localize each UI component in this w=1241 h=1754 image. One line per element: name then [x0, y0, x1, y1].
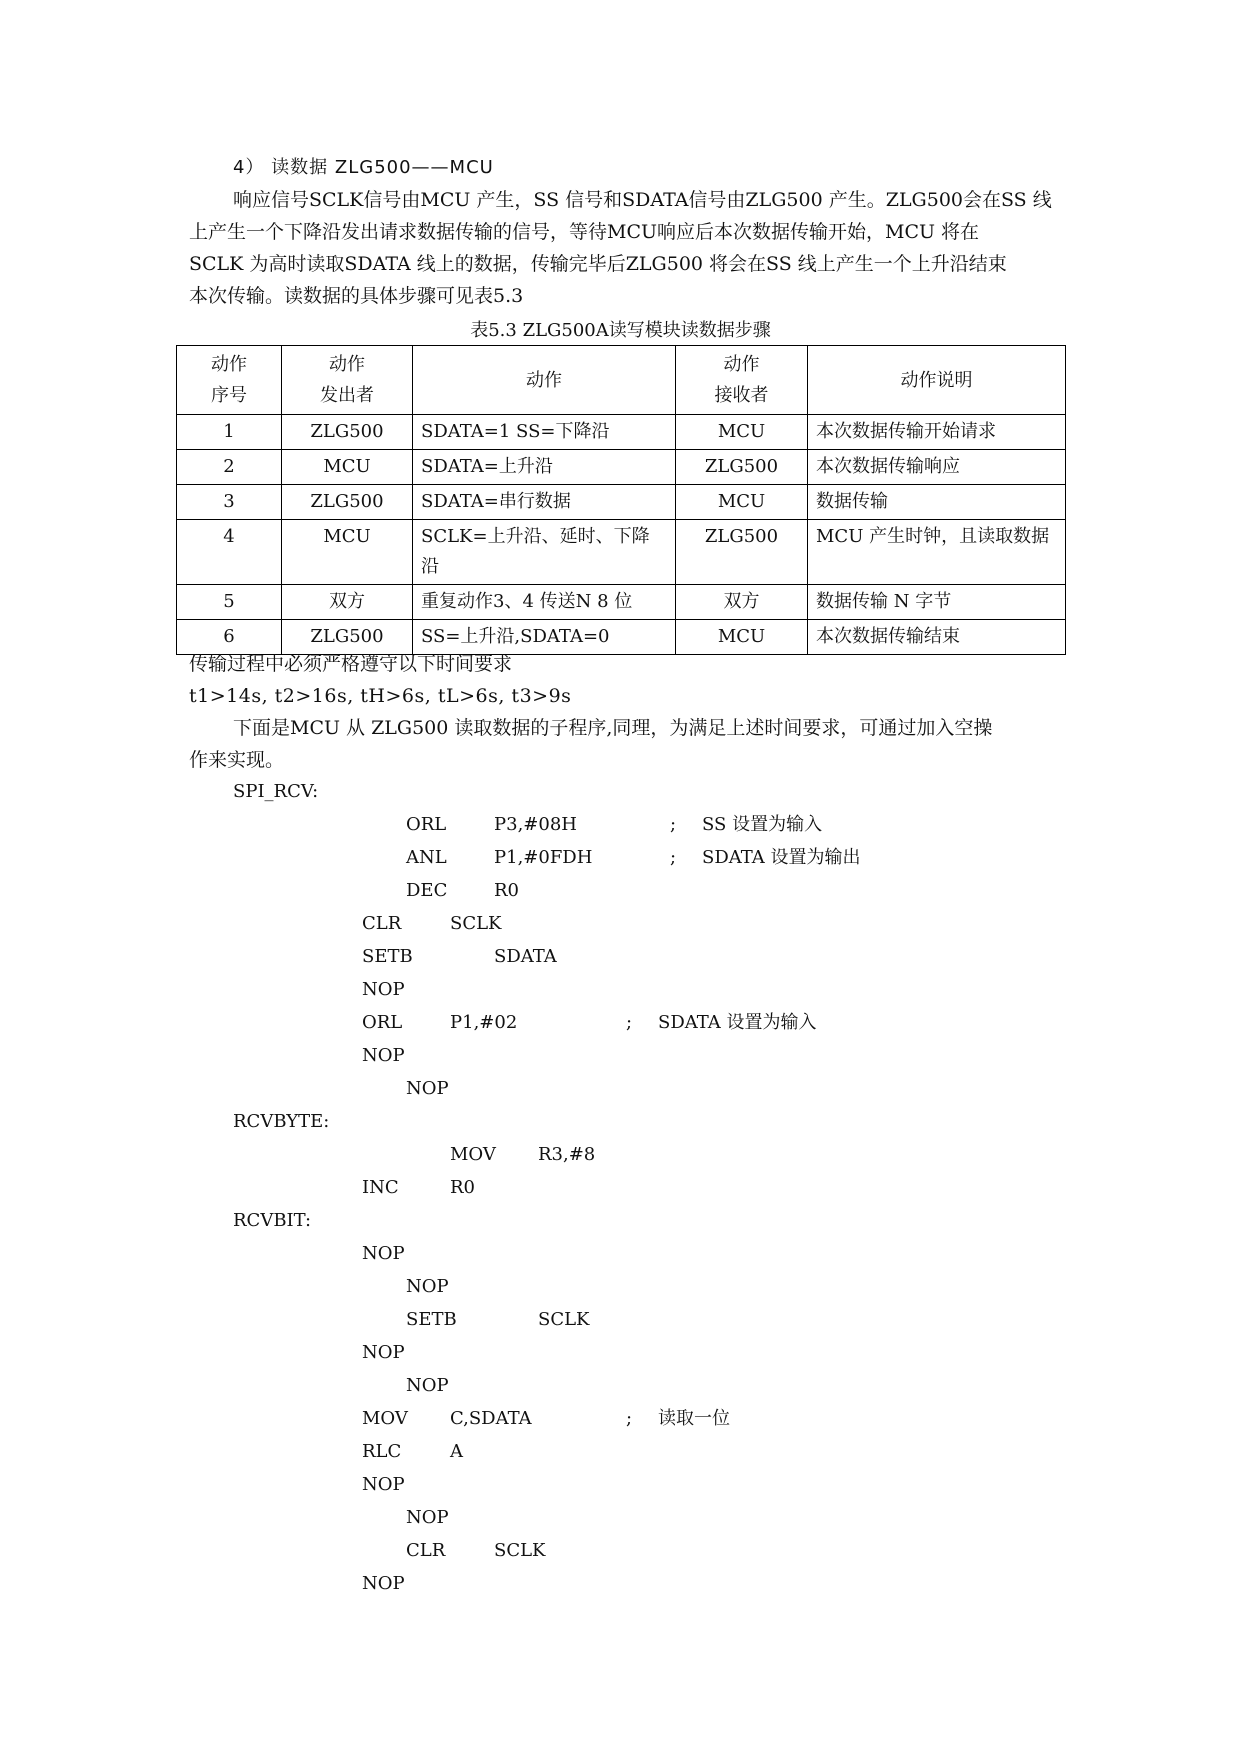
cell-seq: 4 — [177, 520, 282, 585]
code-op: MOV — [450, 1144, 496, 1165]
code-op: SETB — [406, 1309, 457, 1330]
subroutine-line-2: 作来实现。 — [189, 749, 285, 771]
cell-sender: ZLG500 — [282, 485, 413, 520]
code-op: NOP — [406, 1276, 449, 1297]
label-spi-rcv: SPI_RCV: — [233, 781, 319, 802]
cell-receiver: 双方 — [676, 585, 808, 620]
code-op: NOP — [362, 1342, 405, 1363]
code-semicolon: ; — [670, 847, 677, 868]
code-arg: P1,#0FDH — [494, 847, 593, 868]
section-heading: 4） 读数据 ZLG500——MCU — [233, 157, 494, 178]
code-semicolon: ; — [626, 1012, 633, 1033]
label-rcvbyte: RCVBYTE: — [233, 1111, 330, 1132]
cell-action: 重复动作3、4 传送N 8 位 — [413, 585, 676, 620]
table-row — [177, 520, 1066, 585]
code-op: INC — [362, 1177, 399, 1198]
cell-receiver: ZLG500 — [676, 520, 808, 585]
code-semicolon: ; — [670, 814, 677, 835]
code-op: DEC — [406, 880, 448, 901]
cell-receiver: ZLG500 — [676, 450, 808, 485]
intro-line-1: 响应信号SCLK信号由MCU 产生，SS 信号和SDATA信号由ZLG500 产生。ZLG500会在SS 线 — [233, 189, 1052, 211]
code-arg: SCLK — [538, 1309, 590, 1330]
code-arg: C,SDATA — [450, 1408, 532, 1429]
code-arg: R3,#8 — [538, 1144, 596, 1165]
code-arg: R0 — [494, 880, 520, 901]
cell-description: 数据传输 — [808, 485, 1066, 520]
code-op: SETB — [362, 946, 413, 967]
code-op: ORL — [362, 1012, 403, 1033]
code-op: NOP — [406, 1078, 449, 1099]
code-op: NOP — [362, 1045, 405, 1066]
cell-description: MCU 产生时钟，且读取数据 — [808, 520, 1066, 585]
cell-receiver: MCU — [676, 620, 808, 655]
steps-table — [176, 345, 1066, 655]
cell-sender: 双方 — [282, 585, 413, 620]
code-op: ORL — [406, 814, 447, 835]
cell-description: 本次数据传输开始请求 — [808, 415, 1066, 450]
code-arg: P1,#02 — [450, 1012, 518, 1033]
table-header-row — [177, 346, 1066, 415]
code-op: NOP — [406, 1375, 449, 1396]
code-op: NOP — [362, 1243, 405, 1264]
timing-values: t1>14s, t2>16s, tH>6s, tL>6s, t3>9s — [189, 685, 572, 707]
code-arg: R0 — [450, 1177, 476, 1198]
table-row — [177, 585, 1066, 620]
cell-action: SS=上升沿,SDATA=0 — [413, 620, 676, 655]
code-op: NOP — [406, 1507, 449, 1528]
code-op: RLC — [362, 1441, 402, 1462]
cell-description: 本次数据传输响应 — [808, 450, 1066, 485]
cell-seq: 3 — [177, 485, 282, 520]
code-op: CLR — [362, 913, 402, 934]
code-op: NOP — [362, 1573, 405, 1594]
intro-line-4: 本次传输。读数据的具体步骤可见表5.3 — [189, 285, 524, 307]
cell-action: SDATA=上升沿 — [413, 450, 676, 485]
cell-seq: 1 — [177, 415, 282, 450]
cell-action: SCLK=上升沿、延时、下降沿 — [413, 520, 676, 585]
table-row — [177, 620, 1066, 655]
cell-receiver: MCU — [676, 485, 808, 520]
header-receiver: 动作 接收者 — [676, 346, 808, 415]
cell-description: 数据传输 N 字节 — [808, 585, 1066, 620]
table-row — [177, 485, 1066, 520]
code-arg: SDATA — [494, 946, 557, 967]
label-rcvbit: RCVBIT: — [233, 1210, 312, 1231]
code-comment: SDATA 设置为输入 — [658, 1012, 817, 1033]
code-op: NOP — [362, 979, 405, 1000]
intro-line-3: SCLK 为高时读取SDATA 线上的数据，传输完毕后ZLG500 将会在SS 线上产生一个上升沿结束 — [189, 253, 1007, 275]
cell-action: SDATA=1 SS=下降沿 — [413, 415, 676, 450]
cell-receiver: MCU — [676, 415, 808, 450]
table-caption: 表5.3 ZLG500A读写模块读数据步骤 — [470, 320, 771, 341]
code-op: MOV — [362, 1408, 408, 1429]
intro-line-2: 上产生一个下降沿发出请求数据传输的信号，等待MCU响应后本次数据传输开始，MCU 将在 — [189, 221, 980, 243]
cell-sender: MCU — [282, 520, 413, 585]
table-row — [177, 415, 1066, 450]
code-arg: SCLK — [494, 1540, 546, 1561]
timing-note: 传输过程中必须严格遵守以下时间要求 — [189, 653, 513, 675]
cell-action: SDATA=串行数据 — [413, 485, 676, 520]
header-sender: 动作 发出者 — [282, 346, 413, 415]
header-description: 动作说明 — [808, 346, 1066, 415]
cell-description: 本次数据传输结束 — [808, 620, 1066, 655]
code-comment: SDATA 设置为输出 — [702, 847, 861, 868]
cell-sender: ZLG500 — [282, 415, 413, 450]
subroutine-line-1: 下面是MCU 从 ZLG500 读取数据的子程序,同理，为满足上述时间要求，可通过加入空操 — [233, 717, 993, 739]
cell-sender: MCU — [282, 450, 413, 485]
code-arg: A — [450, 1441, 463, 1462]
cell-seq: 6 — [177, 620, 282, 655]
code-comment: SS 设置为输入 — [702, 814, 823, 835]
header-seq: 动作 序号 — [177, 346, 282, 415]
code-op: ANL — [406, 847, 447, 868]
header-action: 动作 — [413, 346, 676, 415]
cell-seq: 5 — [177, 585, 282, 620]
code-op: NOP — [362, 1474, 405, 1495]
cell-seq: 2 — [177, 450, 282, 485]
code-arg: P3,#08H — [494, 814, 577, 835]
code-semicolon: ; — [626, 1408, 633, 1429]
code-arg: SCLK — [450, 913, 502, 934]
code-comment: 读取一位 — [658, 1408, 730, 1429]
code-op: CLR — [406, 1540, 446, 1561]
table-row — [177, 450, 1066, 485]
cell-sender: ZLG500 — [282, 620, 413, 655]
